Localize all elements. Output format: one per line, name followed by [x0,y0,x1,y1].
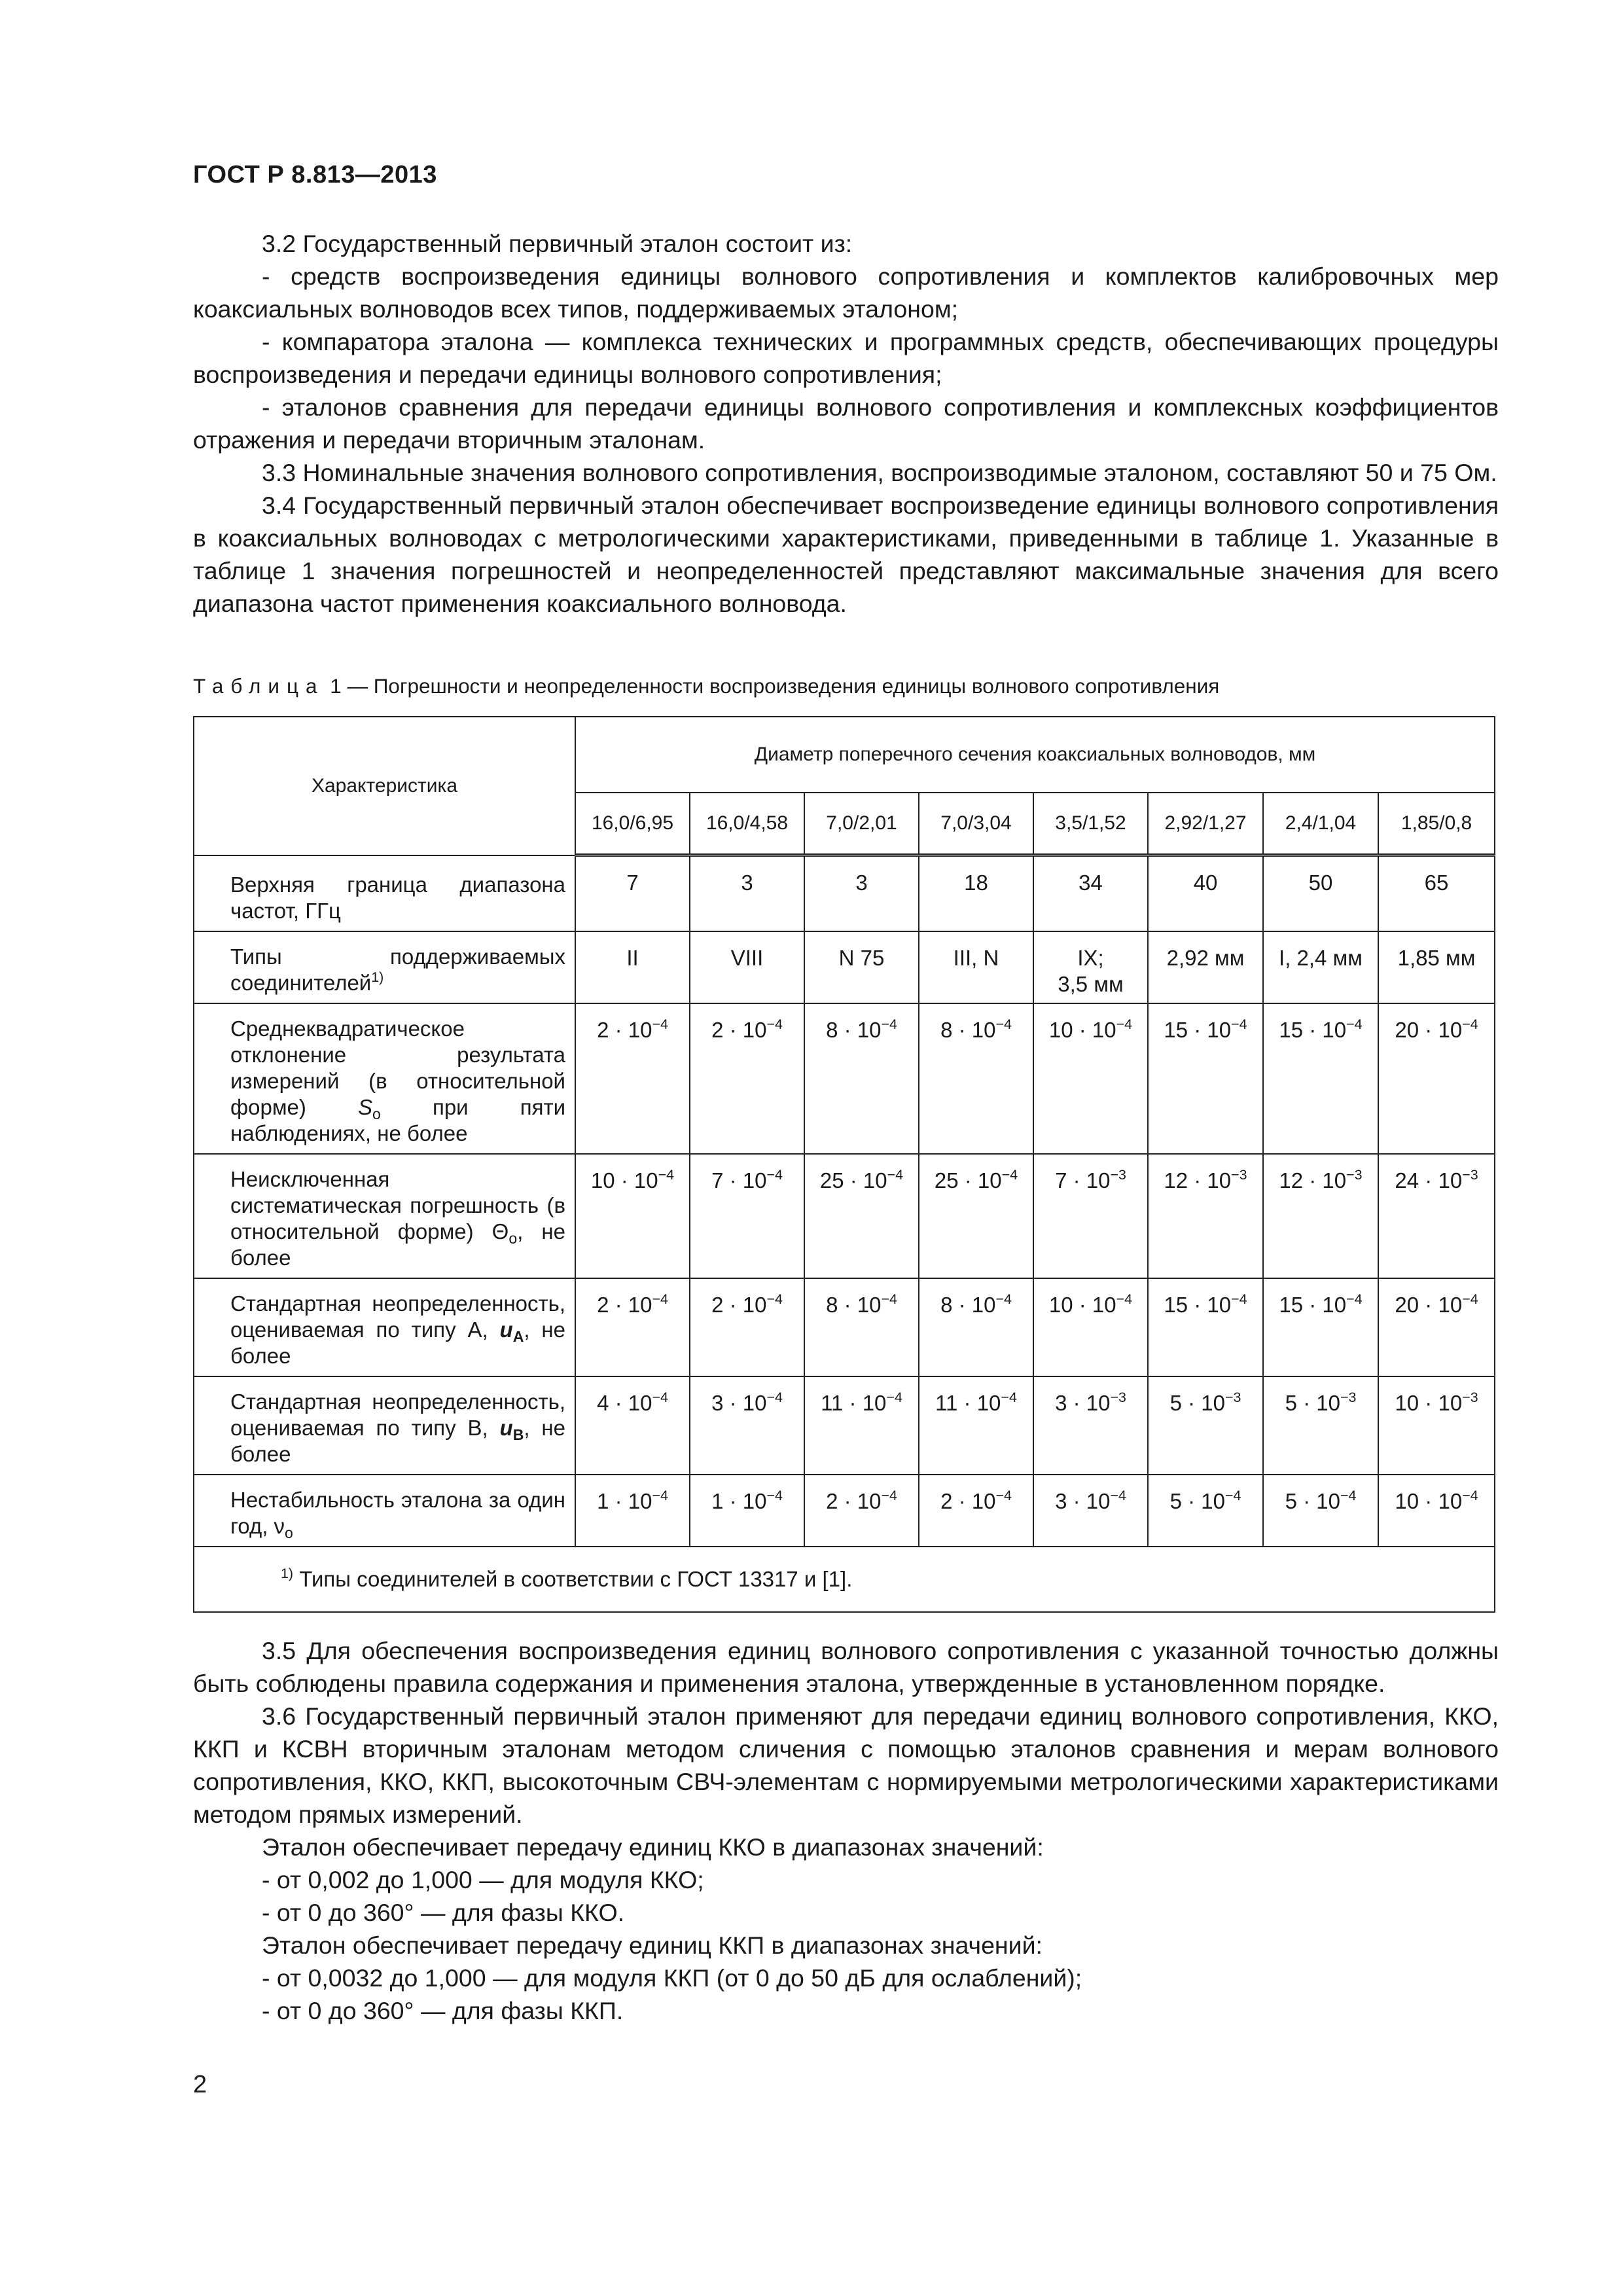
table-cell: 34 [1033,855,1148,931]
table-cell: $5 \cdot 10^{-3}$ [1148,1376,1263,1475]
header-diameter: Диаметр поперечного сечения коаксиальных волноводов, мм [575,717,1495,793]
table-cell: $15 \cdot 10^{-4}$ [1148,1278,1263,1376]
table-row [194,1154,1495,1278]
table-caption-text: 1 — Погрешности и неопределенности воспроизведения единицы волнового сопротивления [324,674,1220,698]
row-label: Нестабильность эталона за один год, $\nu_o$ [194,1475,575,1547]
column-header: 2,4/1,04 [1263,793,1378,855]
table-cell: $2 \cdot 10^{-4}$ [804,1475,919,1547]
table-cell: 18 [919,855,1033,931]
table-cell: $3 \cdot 10^{-4}$ [1033,1475,1148,1547]
table-cell: $10 \cdot 10^{-4}$ [1378,1475,1495,1547]
table-cell: 3 [690,855,804,931]
table-cell: $24 \cdot 10^{-3}$ [1378,1154,1495,1278]
table-cell: $12 \cdot 10^{-3}$ [1263,1154,1378,1278]
table-cell: $5 \cdot 10^{-4}$ [1148,1475,1263,1547]
table-cell: $2 \cdot 10^{-4}$ [690,1003,804,1154]
table-cell: $15 \cdot 10^{-4}$ [1263,1003,1378,1154]
table-cell: I, 2,4 мм [1263,931,1378,1003]
table-row [194,1376,1495,1475]
table-cell: $10 \cdot 10^{-3}$ [1378,1376,1495,1475]
column-header: 1,85/0,8 [1378,793,1495,855]
row-label: Среднеквадратическое отклонение результата измерений (в относительной форме) $S_o$ при пяти наблюдениях, не более [194,1003,575,1154]
paragraph: 3.5 Для обеспечения воспроизведения единиц волнового сопротивления с указанной точностью должны быть соблюдены правила содержания и применения эталона, утвержденные в установленном порядке. [193,1637,1499,1697]
table-footnote: $^{1)}$ Типы соединителей в соответствии с ГОСТ 13317 и [1]. [194,1547,1495,1612]
page-number: 2 [193,2071,207,2098]
table-cell: 40 [1148,855,1263,931]
table-row [194,1003,1495,1154]
table-cell: $20 \cdot 10^{-4}$ [1378,1003,1495,1154]
table-cell: $7 \cdot 10^{-3}$ [1033,1154,1148,1278]
table-row [194,855,1495,931]
table-cell: $8 \cdot 10^{-4}$ [919,1003,1033,1154]
list-item: - от 0,002 до 1,000 — для модуля ККО; [262,1866,704,1893]
table-cell: $2 \cdot 10^{-4}$ [575,1278,690,1376]
table-cell: $20 \cdot 10^{-4}$ [1378,1278,1495,1376]
paragraph: 3.2 Государственный первичный эталон состоит из: [262,230,853,257]
table-cell: $1 \cdot 10^{-4}$ [690,1475,804,1547]
table-cell: $3 \cdot 10^{-3}$ [1033,1376,1148,1475]
column-header: 7,0/3,04 [919,793,1033,855]
row-label: Неисключенная систематическая погрешность (в относительной форме) $\Theta_o$, не более [194,1154,575,1278]
list-item: - от 0,0032 до 1,000 — для модуля ККП (от 0 до 50 дБ для ослаблений); [262,1964,1082,1992]
column-header: 7,0/2,01 [804,793,919,855]
table-cell: IX; 3,5 мм [1033,931,1148,1003]
paragraph: Эталон обеспечивает передачу единиц ККО в диапазонах значений: [262,1833,1044,1861]
closing-section [193,1634,1499,2027]
column-header: 2,92/1,27 [1148,793,1263,855]
table-cell: $11 \cdot 10^{-4}$ [804,1376,919,1475]
table-row [194,1475,1495,1547]
table-cell: $7 \cdot 10^{-4}$ [690,1154,804,1278]
paragraph: 3.3 Номинальные значения волнового сопротивления, воспроизводимые эталоном, составляют 50 и 75 Ом. [262,459,1497,486]
column-header: 16,0/4,58 [690,793,804,855]
table-cell: $25 \cdot 10^{-4}$ [804,1154,919,1278]
table-cell: 7 [575,855,690,931]
table-cell: N 75 [804,931,919,1003]
table-row [194,931,1495,1003]
column-header: 16,0/6,95 [575,793,690,855]
table-cell: $10 \cdot 10^{-4}$ [575,1154,690,1278]
table-cell: $4 \cdot 10^{-4}$ [575,1376,690,1475]
table-cell: $1 \cdot 10^{-4}$ [575,1475,690,1547]
table-footnote-row [194,1547,1495,1612]
paragraph: - эталонов сравнения для передачи единицы волнового сопротивления и комплексных коэффициентов отражения и передачи вторичным эталонам. [193,393,1499,454]
header-characteristic: Характеристика [194,717,575,855]
row-label: Стандартная неопределенность, оцениваемая по типу B, $u_B$, не более [194,1376,575,1475]
table-cell: $5 \cdot 10^{-4}$ [1263,1475,1378,1547]
row-label: Стандартная неопределенность, оцениваемая по типу А, $u_A$, не более [194,1278,575,1376]
table-cell: $2 \cdot 10^{-4}$ [690,1278,804,1376]
table-cell: $10 \cdot 10^{-4}$ [1033,1003,1148,1154]
paragraph: - средств воспроизведения единицы волнового сопротивления и комплектов калибровочных мер коаксиальных волноводов всех типов, поддерживаемых эталоном; [193,262,1499,323]
table-cell: $8 \cdot 10^{-4}$ [804,1278,919,1376]
table-cell: $11 \cdot 10^{-4}$ [919,1376,1033,1475]
paragraph: 3.6 Государственный первичный эталон применяют для передачи единиц волнового сопротивления, ККО, ККП и КСВН вторичным эталонам методом сличения с помощью эталонов сравнения и мерам волнового сопротивления, ККО, ККП, высокоточным СВЧ-элементам с нормируемыми метрологическими характеристиками методом прямых измерений. [193,1702,1499,1828]
table-cell: $15 \cdot 10^{-4}$ [1263,1278,1378,1376]
table-cell: $10 \cdot 10^{-4}$ [1033,1278,1148,1376]
table-cell: 50 [1263,855,1378,931]
table-cell: III, N [919,931,1033,1003]
table-cell: 2,92 мм [1148,931,1263,1003]
table-cell: VIII [690,931,804,1003]
paragraph: - компаратора эталона — комплекса технических и программных средств, обеспечивающих процедуры воспроизведения и передачи единицы волнового сопротивления; [193,328,1499,388]
table-caption-word: Таблица [193,674,325,698]
table-cell: $8 \cdot 10^{-4}$ [804,1003,919,1154]
column-header: 3,5/1,52 [1033,793,1148,855]
table-cell: 3 [804,855,919,931]
table-cell: $8 \cdot 10^{-4}$ [919,1278,1033,1376]
table-cell: $3 \cdot 10^{-4}$ [690,1376,804,1475]
table-cell: $2 \cdot 10^{-4}$ [919,1475,1033,1547]
list-item: - от 0 до 360° — для фазы ККП. [262,1997,624,2024]
characteristics-table [193,716,1495,1613]
table-cell: 1,85 мм [1378,931,1495,1003]
paragraph: Эталон обеспечивает передачу единиц ККП в диапазонах значений: [262,1931,1043,1959]
table-cell: II [575,931,690,1003]
document-header: ГОСТ Р 8.813—2013 [193,161,437,188]
list-item: - от 0 до 360° — для фазы ККО. [262,1899,625,1926]
table-cell: $2 \cdot 10^{-4}$ [575,1003,690,1154]
row-label: Типы поддерживаемых соединителей$^{1)}$ [194,931,575,1003]
table-cell: $25 \cdot 10^{-4}$ [919,1154,1033,1278]
intro-section [193,227,1499,620]
table-cell: $15 \cdot 10^{-4}$ [1148,1003,1263,1154]
table-caption [193,674,1219,698]
table-row [194,1278,1495,1376]
table-cell: $5 \cdot 10^{-3}$ [1263,1376,1378,1475]
table-cell: $12 \cdot 10^{-3}$ [1148,1154,1263,1278]
paragraph: 3.4 Государственный первичный эталон обеспечивает воспроизведение единицы волнового сопротивления в коаксиальных волноводах с метрологическими характеристиками, приведенными в таблице 1. Указанные в таблице 1 значения погрешностей и неопределенностей представляют максимальные значения для всего диапазона частот применения коаксиального волновода. [193,492,1499,617]
table-cell: 65 [1378,855,1495,931]
row-label: Верхняя граница диапазона частот, ГГц [194,855,575,931]
